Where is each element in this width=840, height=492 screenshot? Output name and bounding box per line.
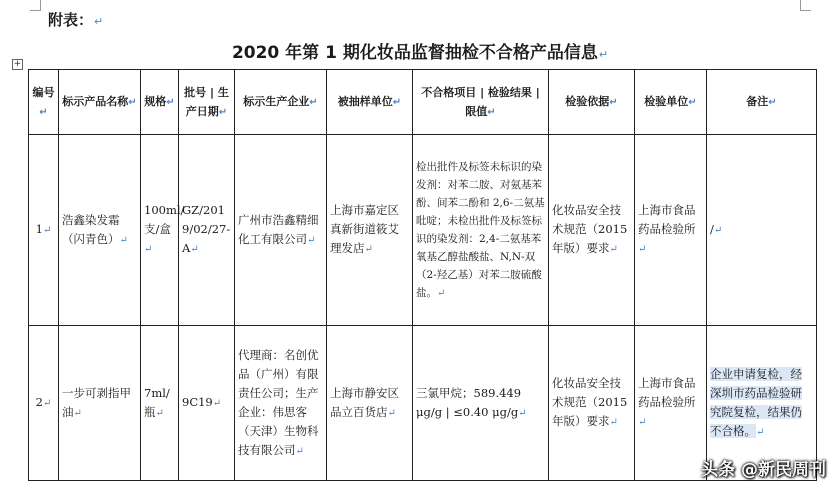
cell-product-name: 浩鑫染发霜（闪青色）↵: [59, 135, 141, 326]
header-cell: 规格↵: [141, 70, 179, 135]
cell-number: 1↵: [29, 135, 59, 326]
table-row: [29, 326, 817, 481]
cell-remark: 企业申请复检，经深圳市药品检验研究院复检，结果仍不合格。↵: [707, 326, 817, 481]
header-cell: 标示生产企业↵: [235, 70, 327, 135]
cell-batch: GZ/2019/02/27-A↵: [179, 135, 235, 326]
cell-remark: /↵: [707, 135, 817, 326]
cell-result: 三氯甲烷；589.449 μg/g | ≤0.40 μg/g↵: [413, 326, 549, 481]
cell-product-name: 一步可剥指甲油↵: [59, 326, 141, 481]
table-row: [29, 135, 817, 326]
header-cell: 被抽样单位↵: [327, 70, 413, 135]
cell-manufacturer: 广州市浩鑫精细化工有限公司↵: [235, 135, 327, 326]
remark-highlight: 企业申请复检，经深圳市药品检验研究院复检，结果仍不合格。: [710, 366, 802, 438]
header-cell: 编号↵: [29, 70, 59, 135]
cell-manufacturer: 代理商：名创优品（广州）有限责任公司；生产企业：伟思客（天津）生物科技有限公司↵: [235, 326, 327, 481]
cell-lab: 上海市食品药品检验所↵: [635, 135, 707, 326]
page-corner-mark-left: [30, 0, 41, 11]
cell-lab: 上海市食品药品检验所↵: [635, 326, 707, 481]
header-cell: 检验单位↵: [635, 70, 707, 135]
cell-basis: 化妆品安全技术规范（2015 年版）要求↵: [549, 135, 635, 326]
table-header-row: [29, 70, 817, 135]
cell-spec: 100ml/支/盒↵: [141, 135, 179, 326]
cell-sampled-unit: 上海市静安区品立百货店↵: [327, 326, 413, 481]
header-cell: 备注↵: [707, 70, 817, 135]
nonconforming-products-table: [28, 69, 817, 481]
watermark: 头条 @新民周刊: [701, 460, 826, 480]
cell-result: 检出批件及标签未标识的染发剂：对苯二胺、对氨基苯酚、间苯二酚和 2,6-二氨基吡啶；未检出批件及标签标识的染发剂：2,4-二氨基苯氧基乙醇盐酸盐、N,N-双（2-羟乙基）对苯二胺硫酸盐。↵: [413, 135, 549, 326]
page-corner-mark-right: [800, 0, 811, 11]
document-title: 2020 年第 1 期化妆品监督抽检不合格产品信息↵: [231, 43, 609, 63]
header-cell: 不合格项目 | 检验结果 | 限值↵: [413, 70, 549, 135]
cell-sampled-unit: 上海市嘉定区真新街道筱艾理发店↵: [327, 135, 413, 326]
cell-batch: 9C19↵: [179, 326, 235, 481]
header-cell: 标示产品名称↵: [59, 70, 141, 135]
cell-number: 2↵: [29, 326, 59, 481]
attachment-label: 附表：↵: [48, 11, 104, 29]
cell-basis: 化妆品安全技术规范（2015 年版）要求↵: [549, 326, 635, 481]
header-cell: 检验依据↵: [549, 70, 635, 135]
cell-spec: 7ml/瓶↵: [141, 326, 179, 481]
table-move-handle-icon[interactable]: +: [13, 59, 22, 69]
header-cell: 批号 | 生产日期↵: [179, 70, 235, 135]
